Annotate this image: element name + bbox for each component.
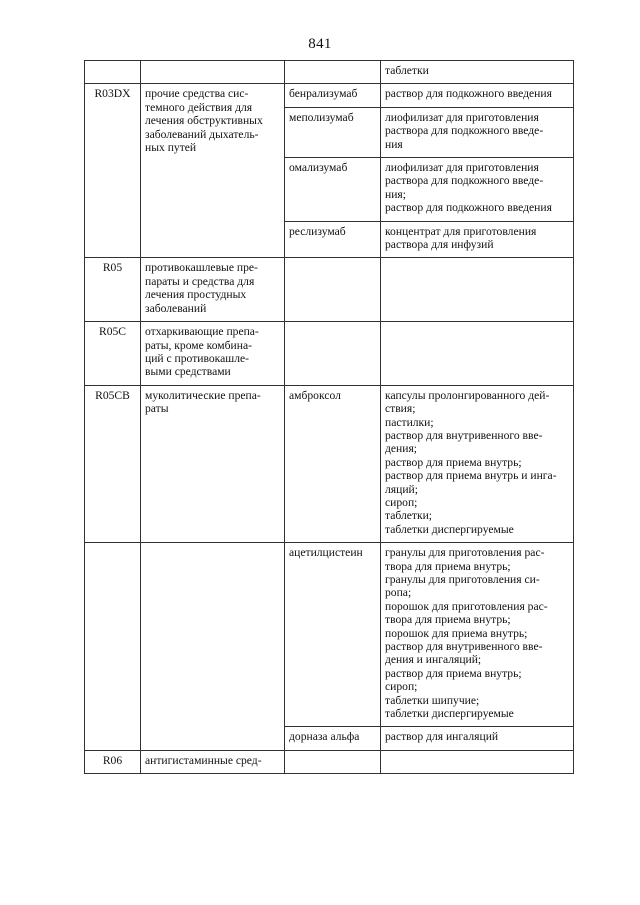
table-row: [85, 543, 574, 727]
group-cell: отхаркивающие препа- раты, кроме комбина- ций с противокашле- выми средствами: [141, 322, 285, 386]
dosage-form-cell: таблетки: [381, 61, 574, 84]
group-cell: [141, 543, 285, 751]
drug-name-cell: бенрализумаб: [285, 84, 381, 107]
atc-code-cell: R03DX: [85, 84, 141, 258]
atc-code-cell: [85, 543, 141, 751]
group-cell: [141, 61, 285, 84]
atc-code-cell: [85, 61, 141, 84]
dosage-form-cell: раствор для подкожного введения: [381, 84, 574, 107]
drug-name-cell: [285, 258, 381, 322]
table-row: [85, 258, 574, 322]
dosage-form-cell: гранулы для приготовления рас- твора для приема внутрь; гранулы для приготовления си- ропа; порошок для приготовления рас- твора для приема внутрь; порошок для приема внутрь; раствор для внутривенного вве- дения и ингаляций; раствор для приема внутрь; сироп; таблетки шипучие; таблетки диспергируемые: [381, 543, 574, 727]
atc-code-cell: R05CB: [85, 385, 141, 542]
drug-name-cell: [285, 322, 381, 386]
drug-name-cell: омализумаб: [285, 158, 381, 222]
group-cell: противокашлевые пре- параты и средства для лечения простудных заболеваний: [141, 258, 285, 322]
drug-name-cell: [285, 61, 381, 84]
table-row: [85, 750, 574, 773]
drug-name-cell: меполизумаб: [285, 107, 381, 157]
group-cell: муколитические препа- раты: [141, 385, 285, 542]
drug-table: [84, 60, 574, 774]
table-row: [85, 385, 574, 542]
dosage-form-cell: раствор для ингаляций: [381, 727, 574, 750]
dosage-form-cell: [381, 322, 574, 386]
drug-name-cell: реслизумаб: [285, 221, 381, 258]
drug-name-cell: ацетилцистеин: [285, 543, 381, 727]
table-row: [85, 322, 574, 386]
dosage-form-cell: лиофилизат для приготовления раствора для подкожного введе- ния: [381, 107, 574, 157]
dosage-form-cell: капсулы пролонгированного дей- ствия; пастилки; раствор для внутривенного вве- дения; раствор для приема внутрь; раствор для приема внутрь и инга- ляций; сироп; таблетки; таблетки диспергируемые: [381, 385, 574, 542]
atc-code-cell: R06: [85, 750, 141, 773]
table-row: [85, 61, 574, 84]
atc-code-cell: R05C: [85, 322, 141, 386]
page-number: 841: [308, 36, 332, 52]
drug-name-cell: амброксол: [285, 385, 381, 542]
atc-code-cell: R05: [85, 258, 141, 322]
drug-name-cell: [285, 750, 381, 773]
group-cell: прочие средства сис- темного действия для лечения обструктивных заболеваний дыхатель- ных путей: [141, 84, 285, 258]
dosage-form-cell: [381, 750, 574, 773]
group-cell: антигистаминные сред-: [141, 750, 285, 773]
dosage-form-cell: концентрат для приготовления раствора для инфузий: [381, 221, 574, 258]
dosage-form-cell: [381, 258, 574, 322]
table-row: [85, 84, 574, 107]
dosage-form-cell: лиофилизат для приготовления раствора для подкожного введе- ния; раствор для подкожного введения: [381, 158, 574, 222]
drug-name-cell: дорназа альфа: [285, 727, 381, 750]
